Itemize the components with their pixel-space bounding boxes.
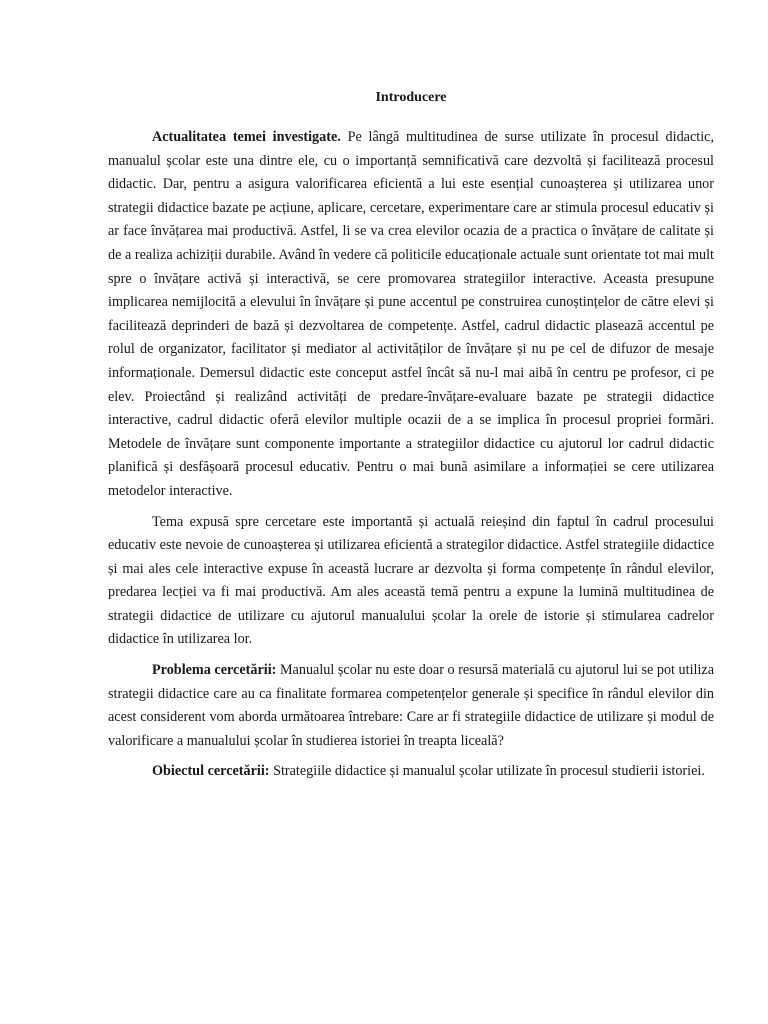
paragraph-text: Tema expusă spre cercetare este importantă și actuală reieșind din faptul în cadrul procesului educativ este nevoie de cunoașterea și utilizarea eficientă a strategilor didactice. Astfel strategiile didactice și mai ales cele interactive expuse în această lucrare ar dezvolta și forma competențe în rândul elevilor, predarea lecției va fi mai productivă. Am ales această temă pentru a expune la lumină multitudinea de strategii didactice de utilizare cu ajutorul manualului școlar la orele de istorie și stimularea cadrelor didactice în utilizarea lor.: [108, 513, 714, 648]
paragraph-text: Pe lângă multitudinea de surse utilizate în procesul didactic, manualul școlar este una dintre ele, cu o importanță semnificativă care dezvoltă și facilitează procesul didactic. Dar, pentru a asigura valorificarea eficientă a lui este esențial cunoașterea și utilizarea unor strategii didactice bazate pe acțiune, aplicare, cercetare, experimentare care ar stimula procesul educativ și ar face învățarea mai productivă. Astfel, li se va crea elevilor ocazia de a practica o învățare de calitate și de a realiza achiziții durabile. Având în vedere că politicile educaționale actuale sunt orientate tot mai mult spre o învățare activă și interactivă, se cere promovarea strategiilor interactive. Aceasta presupune implicarea nemijlocită a elevului în învățare și pune accentul pe construirea cunoștințelor de către elevi și facilitează deprinderi de bază și dezvoltarea de competențe. Astfel, cadrul didactic plasează accentul pe rolul de organizator, facilitator și mediator al activităților de învățare și nu pe cel de difuzor de mesaje informaționale. Demersul didactic este conceput astfel încât să nu-l mai aibă în centru pe profesor, ci pe elev. Proiectând și realizând activități de predare-învățare-evaluare bazate pe strategii didactice interactive, cadrul didactic oferă elevilor multiple ocazii de a se implica în procesul propriei formări. Metodele de învățare sunt componente importante a strategiilor didactice cu ajutorul lor cadrul didactic planifică și desfășoară procesul educativ. Pentru o mai bună asimilare a informației se cere utilizarea metodelor interactive.: [108, 129, 714, 499]
paragraph-actualitatea: [108, 126, 714, 504]
page-title: Introducere: [375, 90, 447, 105]
paragraph-text: Strategiile didactice și manualul școlar utilizate în procesul studierii istoriei.: [269, 763, 705, 780]
paragraph-obiectul: [108, 760, 714, 784]
paragraph-lead: Obiectul cercetării:: [152, 763, 270, 780]
paragraph-lead: Actualitatea temei investigate.: [152, 129, 341, 145]
document-page: [108, 86, 714, 791]
paragraph-problema: [108, 659, 714, 753]
paragraph-tema: [108, 511, 714, 653]
paragraph-text: Manualul școlar nu este doar o resursă materială cu ajutorul lui se pot utiliza strategii didactice care au ca finalitate formarea competențelor generale și specifice în rândul elevilor din acest considerent vom aborda următoarea întrebare: Care ar fi strategiile didactice de utilizare și modul de valorificare a manualului școlar în studierea istoriei în treapta liceală?: [108, 662, 715, 749]
paragraph-lead: Problema cercetării:: [152, 662, 277, 679]
